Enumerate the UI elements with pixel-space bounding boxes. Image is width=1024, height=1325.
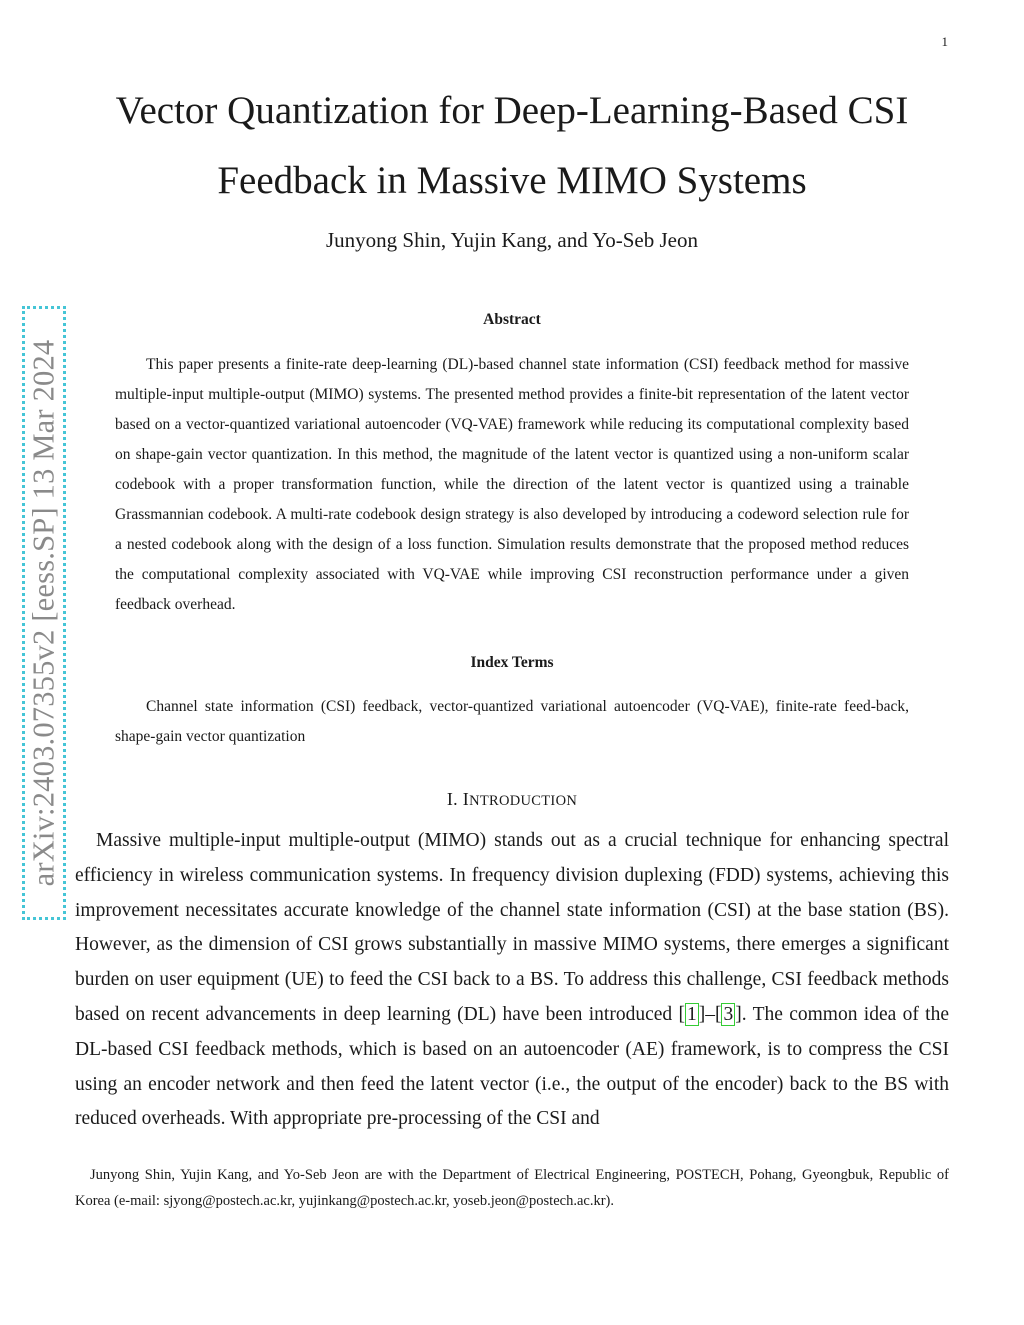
abstract-text: This paper presents a finite-rate deep-learning (DL)-based channel state information (CSI) feedback method for massive multiple-input multiple-output (MIMO) systems. The presented method provides a finite-bit representation of the latent vector based on a vector-quantized variational autoencoder (VQ-VAE) framework while reducing its computational complexity based on shape-gain vector quantization. In this method, the magnitude of the latent vector is quantized using a non-uniform scalar codebook with a proper transformation function, while the direction of the latent vector is quantized using a trainable Grassmannian codebook. A multi-rate codebook design strategy is also developed by introducing a codeword selection rule for a nested codebook along with the design of a loss function. Simulation results demonstrate that the proposed method reduces the computational complexity associated with VQ-VAE while improving CSI reconstruction performance under a given feedback overhead. xyxy=(115,356,909,613)
section-title-rest: NTRODUCTION xyxy=(469,793,578,809)
intro-text-part-1: Massive multiple-input multiple-output (MIMO) stands out as a crucial technique for enhancing spectral efficiency in wireless communication systems. In frequency division duplexing (FDD) systems, achieving this improvement necessitates accurate knowledge of the channel state information (CSI) at the base station (BS). However, as the dimension of CSI grows substantially in massive MIMO systems, there emerges a significant burden on user equipment (UE) to feed the CSI back to a BS. To address this challenge, CSI feedback methods based on recent advancements in deep learning (DL) have been introduced [ xyxy=(75,830,949,1025)
section-heading-introduction xyxy=(0,789,1024,810)
title-line-2: Feedback in Massive MIMO Systems xyxy=(217,159,807,202)
index-terms-text: Channel state information (CSI) feedback, vector-quantized variational autoencoder (VQ-VAE), finite-rate feed-back, shape-gain vector quantization xyxy=(115,698,909,745)
intro-text-part-2: ]. The common idea of the DL-based CSI feedback methods, which is based on an autoencoder (AE) framework, is to compress the CSI using an encoder network and then feed the latent vector (i.e., the output of the encoder) back to the BS with reduced overheads. With appropriate pre-processing of the CSI and xyxy=(75,1003,949,1130)
introduction-paragraph xyxy=(75,824,949,1137)
citation-link-1[interactable]: 1 xyxy=(686,1003,697,1025)
index-terms-heading: Index Terms xyxy=(470,654,554,671)
arxiv-identifier-link[interactable] xyxy=(22,306,66,920)
author-affiliation-footnote: Junyong Shin, Yujin Kang, and Yo-Seb Jeon are with the Department of Electrical Engineering, POSTECH, Pohang, Gyeongbuk, Republic of Korea (e-mail: sjyong@postech.ac.kr, yujinkang@postech.ac.kr, yoseb.jeon@postech.ac.kr). xyxy=(75,1167,949,1209)
abstract-heading: Abstract xyxy=(483,311,541,328)
title-line-1: Vector Quantization for Deep-Learning-Based CSI xyxy=(115,89,909,132)
paper-title xyxy=(0,76,1024,216)
page-number: 1 xyxy=(941,34,948,49)
arxiv-identifier-text: arXiv:2403.07355v2 [eess.SP] 13 Mar 2024 xyxy=(26,339,61,887)
author-list: Junyong Shin, Yujin Kang, and Yo-Seb Jeon xyxy=(326,228,698,252)
section-title-initial: I xyxy=(462,789,470,809)
intro-citation-range-dash: ]–[ xyxy=(698,1003,722,1025)
section-number: I. xyxy=(446,789,458,809)
citation-link-3[interactable]: 3 xyxy=(723,1003,734,1025)
